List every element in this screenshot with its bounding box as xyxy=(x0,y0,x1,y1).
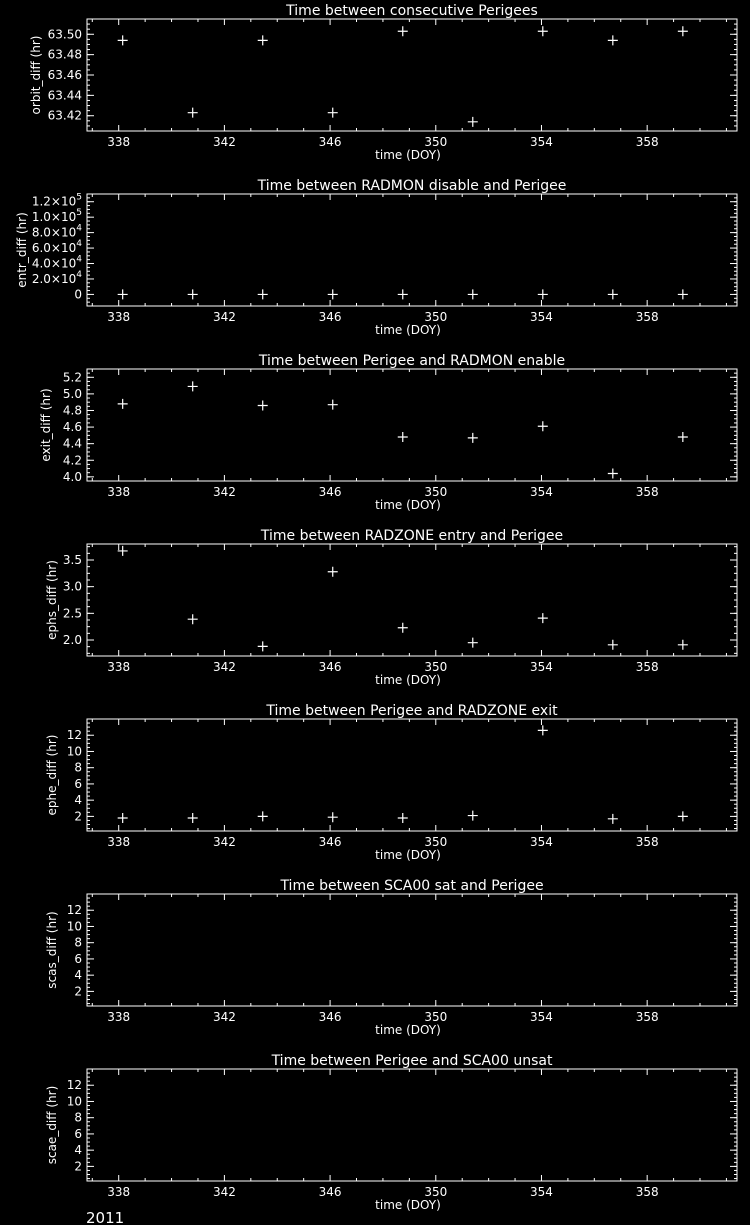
y-tick-label: $1.2\times 10^5$ xyxy=(31,192,82,209)
x-tick-label: 350 xyxy=(424,1185,448,1199)
x-tick-label: 350 xyxy=(424,835,448,849)
data-point xyxy=(608,289,618,299)
data-point xyxy=(608,469,618,479)
chart-panel-1 xyxy=(29,3,737,162)
data-point xyxy=(328,108,338,118)
chart-panel-2 xyxy=(15,178,737,337)
chart-panel-5 xyxy=(45,703,737,862)
y-axis-label: ephe_diff (hr) xyxy=(45,734,59,816)
y-axis-label: scas_diff (hr) xyxy=(45,911,59,989)
chart-panel-6 xyxy=(45,878,737,1037)
x-tick-label: 338 xyxy=(107,485,131,499)
data-point xyxy=(398,432,408,442)
x-tick-label: 350 xyxy=(424,485,448,499)
x-tick-label: 346 xyxy=(318,310,342,324)
data-point xyxy=(188,813,198,823)
x-tick-label: 338 xyxy=(107,310,131,324)
data-point xyxy=(468,811,478,821)
data-point xyxy=(538,26,548,36)
x-tick-label: 342 xyxy=(212,660,236,674)
x-tick-label: 354 xyxy=(530,135,553,149)
y-tick-label: 8 xyxy=(74,1110,82,1125)
chart-title: Time between consecutive Perigees xyxy=(286,3,538,19)
plot-frame xyxy=(87,544,737,656)
chart-panel-3 xyxy=(39,353,737,512)
y-tick-label: 63.50 xyxy=(47,27,82,42)
y-tick-label: 0 xyxy=(74,287,82,302)
x-tick-label: 338 xyxy=(107,660,131,674)
x-tick-label: 354 xyxy=(530,1010,553,1024)
plot-frame xyxy=(87,369,737,481)
y-tick-label: 4.0 xyxy=(62,469,82,484)
chart-panel-7 xyxy=(45,1053,737,1212)
chart-panel-4 xyxy=(45,528,737,687)
data-point xyxy=(608,35,618,45)
data-point xyxy=(258,641,268,651)
x-tick-label: 346 xyxy=(318,485,342,499)
data-point xyxy=(468,638,478,648)
y-tick-label: 5.2 xyxy=(62,370,82,385)
x-tick-label: 358 xyxy=(635,485,659,499)
y-tick-label: 4.2 xyxy=(62,453,82,468)
x-tick-label: 354 xyxy=(530,310,553,324)
y-tick-label: 4 xyxy=(74,1143,82,1158)
data-point xyxy=(328,289,338,299)
x-tick-label: 346 xyxy=(318,135,342,149)
x-tick-label: 342 xyxy=(212,485,236,499)
y-tick-label: 12 xyxy=(66,903,82,918)
y-tick-label: 10 xyxy=(66,919,82,934)
data-point xyxy=(678,640,688,650)
data-point xyxy=(118,813,128,823)
data-point xyxy=(678,289,688,299)
x-tick-label: 346 xyxy=(318,835,342,849)
plot-frame xyxy=(87,719,737,831)
x-tick-label: 338 xyxy=(107,1010,131,1024)
x-tick-label: 358 xyxy=(635,835,659,849)
y-tick-label: $6.0\times 10^4$ xyxy=(31,239,82,256)
data-point xyxy=(538,421,548,431)
x-tick-label: 354 xyxy=(530,1185,553,1199)
y-tick-label: 3.5 xyxy=(62,553,82,567)
x-tick-label: 342 xyxy=(212,310,236,324)
data-point xyxy=(468,117,478,127)
data-point xyxy=(328,812,338,822)
y-axis-label: orbit_diff (hr) xyxy=(29,35,43,115)
x-tick-label: 350 xyxy=(424,660,448,674)
data-point xyxy=(608,640,618,650)
x-tick-label: 354 xyxy=(530,835,553,849)
x-tick-label: 338 xyxy=(107,135,131,149)
data-point xyxy=(678,432,688,442)
data-point xyxy=(258,401,268,411)
data-point xyxy=(678,811,688,821)
y-tick-label: 2 xyxy=(74,1159,82,1174)
y-tick-label: 2 xyxy=(74,984,82,999)
y-tick-label: $1.0\times 10^5$ xyxy=(31,208,82,225)
y-axis-label: scae_diff (hr) xyxy=(45,1085,59,1165)
x-tick-label: 338 xyxy=(107,835,131,849)
y-tick-label: 12 xyxy=(66,728,82,743)
y-tick-label: 4.4 xyxy=(62,436,82,451)
data-point xyxy=(188,614,198,624)
x-axis-label: time (DOY) xyxy=(375,323,441,337)
data-point xyxy=(678,26,688,36)
data-point xyxy=(188,289,198,299)
y-axis-label: entr_diff (hr) xyxy=(15,212,29,288)
chart-title: Time between Perigee and SCA00 unsat xyxy=(271,1053,553,1069)
y-tick-label: 63.42 xyxy=(47,108,82,123)
x-tick-label: 350 xyxy=(424,1010,448,1024)
y-tick-label: 5.0 xyxy=(62,386,82,401)
x-tick-label: 346 xyxy=(318,1010,342,1024)
x-tick-label: 354 xyxy=(530,485,553,499)
y-tick-label: $8.0\times 10^4$ xyxy=(31,223,82,240)
x-tick-label: 346 xyxy=(318,1185,342,1199)
footer-year: 2011 xyxy=(86,1209,125,1225)
x-tick-label: 338 xyxy=(107,1185,131,1199)
data-point xyxy=(538,289,548,299)
y-tick-label: 6 xyxy=(74,951,82,966)
x-tick-label: 346 xyxy=(318,660,342,674)
y-tick-label: 4.6 xyxy=(62,420,82,435)
y-tick-label: 12 xyxy=(66,1078,82,1093)
x-tick-label: 358 xyxy=(635,1010,659,1024)
x-tick-label: 358 xyxy=(635,135,659,149)
x-tick-label: 358 xyxy=(635,660,659,674)
data-point xyxy=(608,814,618,824)
y-tick-label: 4.8 xyxy=(62,403,82,418)
chart-title: Time between SCA00 sat and Perigee xyxy=(280,878,544,894)
data-point xyxy=(538,613,548,623)
plot-frame xyxy=(87,1069,737,1181)
data-point xyxy=(468,289,478,299)
data-point xyxy=(398,813,408,823)
x-tick-label: 342 xyxy=(212,1185,236,1199)
y-tick-label: 3.0 xyxy=(62,579,82,594)
data-point xyxy=(328,400,338,410)
chart-title: Time between RADMON disable and Perigee xyxy=(257,178,567,194)
x-axis-label: time (DOY) xyxy=(375,498,441,512)
x-axis-label: time (DOY) xyxy=(375,148,441,162)
data-point xyxy=(118,35,128,45)
y-tick-label: 63.44 xyxy=(47,88,82,103)
data-point xyxy=(118,289,128,299)
plot-frame xyxy=(87,19,737,131)
y-tick-label: 2 xyxy=(74,809,82,824)
x-tick-label: 342 xyxy=(212,1010,236,1024)
data-point xyxy=(258,35,268,45)
x-tick-label: 358 xyxy=(635,310,659,324)
y-tick-label: 63.48 xyxy=(47,47,82,62)
x-axis-label: time (DOY) xyxy=(375,848,441,862)
y-tick-label: 2.5 xyxy=(62,606,82,621)
data-point xyxy=(118,399,128,409)
y-tick-label: 10 xyxy=(66,744,82,759)
x-tick-label: 350 xyxy=(424,135,448,149)
y-tick-label: 10 xyxy=(66,1094,82,1109)
y-tick-label: 4 xyxy=(74,968,82,983)
x-tick-label: 358 xyxy=(635,1185,659,1199)
x-tick-label: 350 xyxy=(424,310,448,324)
x-axis-label: time (DOY) xyxy=(375,1023,441,1037)
data-point xyxy=(258,811,268,821)
y-tick-label: $2.0\times 10^4$ xyxy=(31,269,82,286)
x-axis-label: time (DOY) xyxy=(375,1198,441,1212)
chart-title: Time between Perigee and RADZONE exit xyxy=(266,703,558,719)
x-tick-label: 342 xyxy=(212,135,236,149)
x-tick-label: 342 xyxy=(212,835,236,849)
data-point xyxy=(538,725,548,735)
y-tick-label: 6 xyxy=(74,776,82,791)
y-tick-label: 2.0 xyxy=(62,633,82,647)
data-point xyxy=(398,26,408,36)
y-axis-label: exit_diff (hr) xyxy=(39,388,53,462)
data-point xyxy=(398,623,408,633)
y-tick-label: 63.46 xyxy=(47,68,82,82)
y-tick-label: 4 xyxy=(74,793,82,808)
data-point xyxy=(328,567,338,577)
y-tick-label: 8 xyxy=(74,935,82,950)
y-tick-label: $4.0\times 10^4$ xyxy=(31,254,82,271)
y-tick-label: 8 xyxy=(74,760,82,775)
chart-title: Time between RADZONE entry and Perigee xyxy=(260,528,564,544)
data-point xyxy=(258,289,268,299)
y-tick-label: 6 xyxy=(74,1126,82,1141)
chart-title: Time between Perigee and RADMON enable xyxy=(258,353,566,369)
x-axis-label: time (DOY) xyxy=(375,673,441,687)
data-point xyxy=(188,108,198,118)
data-point xyxy=(468,433,478,443)
plot-frame xyxy=(87,894,737,1006)
data-point xyxy=(398,289,408,299)
y-axis-label: ephs_diff (hr) xyxy=(45,560,59,640)
plot-frame xyxy=(87,194,737,306)
x-tick-label: 354 xyxy=(530,660,553,674)
data-point xyxy=(188,381,198,391)
